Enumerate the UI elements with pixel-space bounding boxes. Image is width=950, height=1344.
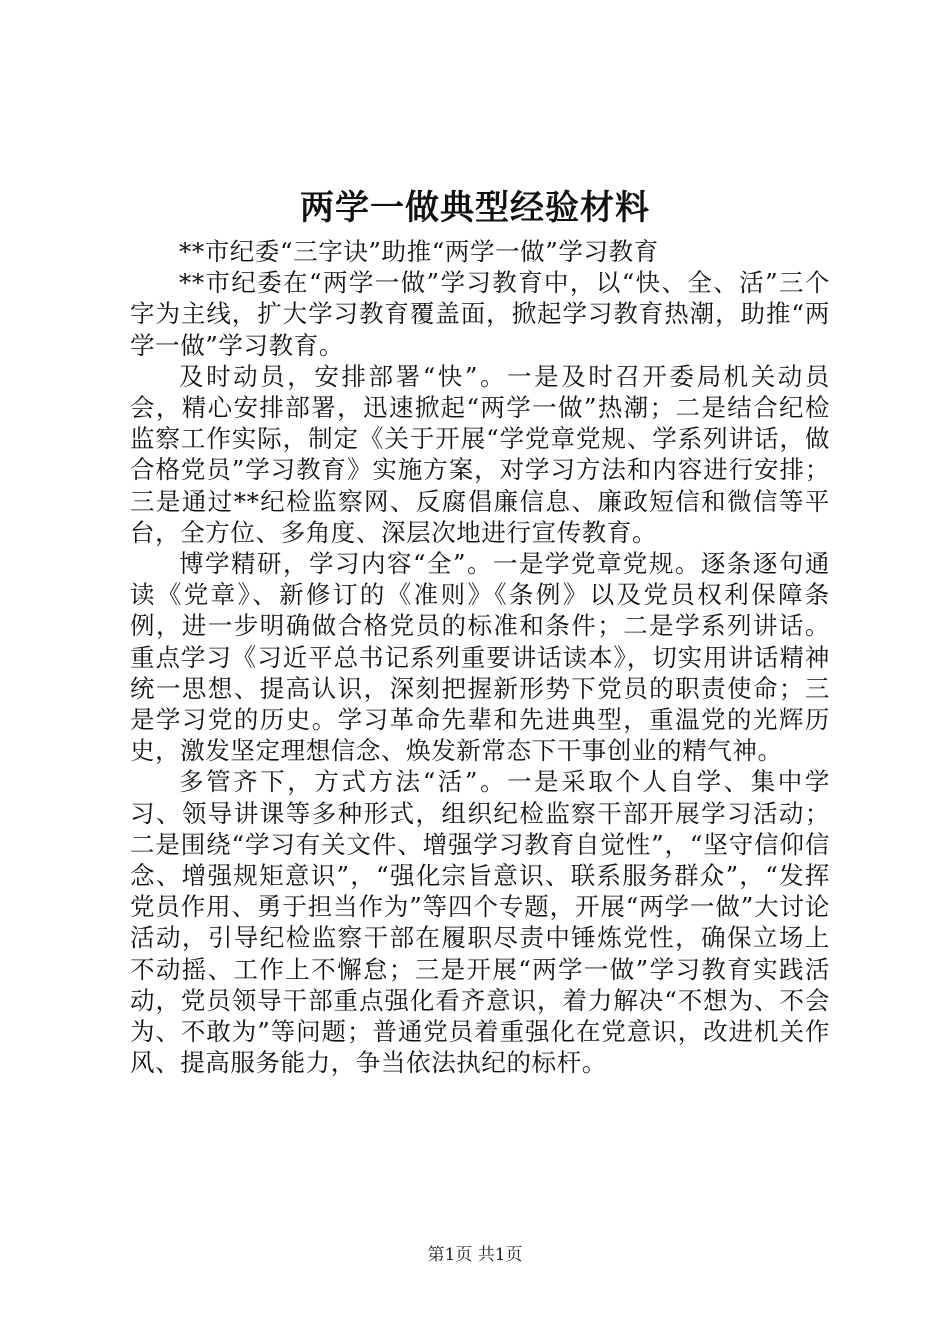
section-flexible-paragraph: 多管齐下，方式方法“活”。一是采取个人自学、集中学习、领导讲课等多种形式，组织纪检监察干部开展学习活动；二是围绕“学习有关文件、增强学习教育自觉性”，“坚守信仰信念、增强规矩意识”，“强化宗旨意识、联系服务群众”，“发挥党员作用、勇于担当作为”等四个专题，开展“两学一做”大讨论活动，引导纪检监察干部在履职尽责中锤炼党性，确保立场上不动摇、工作上不懈怠；三是开展“两学一做”学习教育实践活动，党员领导干部重点强化看齐意识，着力解决“不想为、不会为、不敢为”等问题；普通党员着重强化在党意识，改进机关作风、提高服务能力，争当依法执纪的标杆。	[130, 767, 830, 1078]
section-quick-paragraph: 及时动员，安排部署“快”。一是及时召开委局机关动员会，精心安排部署，迅速掀起“两学一做”热潮；二是结合纪检监察工作实际，制定《关于开展“学党章党规、学系列讲话，做合格党员”学习教育》实施方案，对学习方法和内容进行安排；三是通过**纪检监察网、反腐倡廉信息、廉政短信和微信等平台，全方位、多角度、深层次地进行宣传教育。	[130, 361, 830, 547]
document-title: 两学一做典型经验材料	[300, 188, 650, 228]
section-complete-paragraph: 博学精研，学习内容“全”。一是学党章党规。逐条逐句通读《党章》、新修订的《准则》《条例》以及党员权利保障条例，进一步明确做合格党员的标准和条件；二是学系列讲话。重点学习《习近平总书记系列重要讲话读本》，切实用讲话精神统一思想、提高认识，深刻把握新形势下党员的职责使命；三是学习党的历史。学习革命先辈和先进典型，重温党的光辉历史，激发坚定理想信念、焕发新常态下干事创业的精气神。	[130, 549, 830, 766]
page-number-footer: 第1页 共1页	[427, 1245, 523, 1265]
subtitle-paragraph: **市纪委“三字诀”助推“两学一做”学习教育	[179, 237, 659, 266]
intro-paragraph: **市纪委在“两学一做”学习教育中，以“快、全、活”三个字为主线，扩大学习教育覆盖面，掀起学习教育热潮，助推“两学一做”学习教育。	[130, 268, 830, 360]
document-body	[130, 236, 830, 1078]
